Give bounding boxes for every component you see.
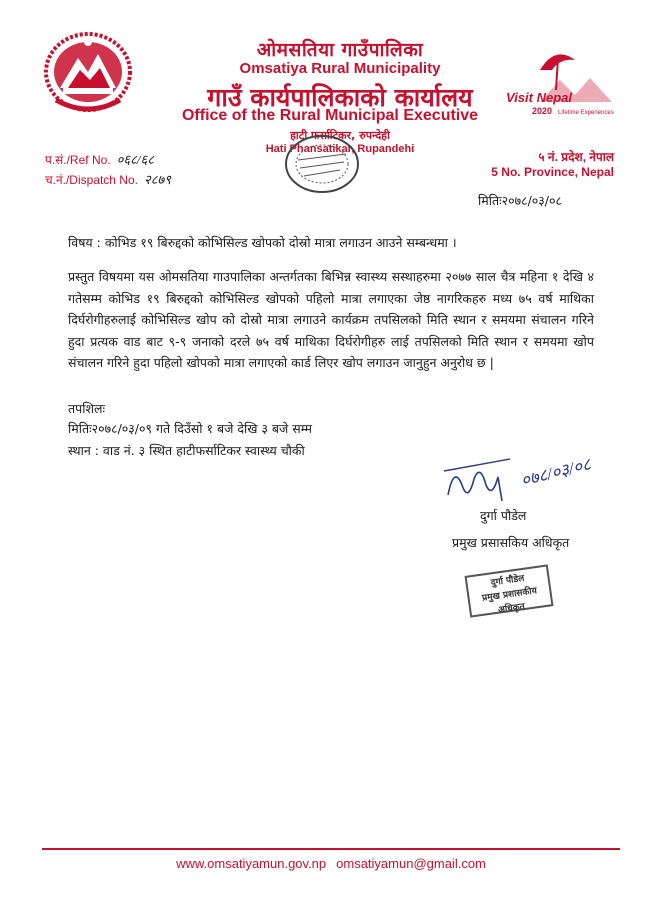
ref-value: ०६८/६८: [116, 152, 155, 167]
place-en: Hati Phansatikar, Rupandehi: [265, 143, 415, 155]
footer-email[interactable]: omsatiyamun@gmail.com: [336, 856, 486, 871]
details-place: स्थान : वाड नं. ३ स्थित हाटीफर्साटिकर स्वास्थ्य चौकी: [68, 443, 305, 458]
dispatch-number: [45, 170, 171, 188]
office-name-en: Office of the Rural Municipal Executive: [181, 107, 479, 124]
stamp-line-2: प्रमुख प्रशासकीय अधिकृत: [481, 586, 538, 616]
office-seal-icon: [282, 132, 362, 196]
handwritten-date: ०७८/०३/०८: [519, 454, 593, 491]
officer-stamp: [464, 564, 553, 617]
ref-label: प.सं./Ref No.: [45, 153, 111, 167]
letter-date: मितिः२०७८/०३/०८: [478, 193, 563, 208]
footer: [0, 856, 662, 871]
office-name-np: गाउँ कार्यपालिकाको कार्यालय: [207, 83, 473, 112]
dispatch-label: च.नं./Dispatch No.: [45, 173, 138, 187]
details-heading: तपशिलः: [68, 401, 105, 416]
stamp-line-1: दुर्गा पौडेल: [490, 573, 525, 589]
visit-nepal-year: 2020: [532, 106, 553, 116]
visit-nepal-tagline: Lifetime Experiences: [558, 110, 614, 116]
signatory-name: दुर्गा पौडेल: [480, 508, 527, 523]
ref-number: [45, 150, 154, 168]
dispatch-value: २८७९: [143, 172, 172, 187]
place-np: हाटी फर्साटिकर, रुपन्देही: [290, 129, 390, 142]
subject-line: विषय : कोभिड १९ बिरुद्दको कोभिसिल्ड खोपको दोस्रो मात्रा लगाउन आउने सम्बन्धमा ।: [68, 235, 457, 250]
municipality-name-np: ओमसतिया गाउँपालिका: [256, 39, 424, 61]
nepal-emblem-icon: [38, 28, 138, 118]
footer-website[interactable]: www.omsatiyamun.gov.np: [176, 856, 327, 871]
signatory-designation: प्रमुख प्रसासकिय अधिकृत: [452, 535, 570, 550]
body-paragraph: प्रस्तुत विषयमा यस ओमसतिया गाउपालिका अन्तर्गतका बिभिन्न स्वास्थ्य सस्थाहरुमा २०७७ साल चैत्र महिना १ देखि ४ गतेसम्म कोभिड १९ बिरुद्दको कोभिसिल्ड खोपको पहिलो मात्रा लगाएका जेष्ठ नागरिकहरु मध्य ७५ वर्ष माथिका दिर्घरोगीहरुलाई कोभिसिल्ड खोप को दोस्रो मात्रा लगाउने कार्यक्रम तपसिलको मिति स्थान र समयमा संचालन गरिने हुदा प्रत्यक वाड बाट ९-९ जनाको दरले ७५ वर्ष माथिका दिर्घरोगीहरु लाई तपसिलको मिति स्थान र समयमा खोप संचालन गरिने हुदा पहिलो खोपको मात्रा लगाएको कार्ड लिएर खोप लगाउन जानुहुन अनुरोध छ |: [68, 269, 594, 370]
municipality-name-en: Omsatiya Rural Municipality: [239, 60, 441, 77]
visit-nepal-text: Visit Nepal: [506, 90, 572, 105]
province-np: ५ नं. प्रदेश, नेपाल: [538, 150, 614, 164]
visit-nepal-logo-icon: [500, 40, 620, 120]
details-date-time: मितिः२०७८/०३/०९ गते दिउँसो १ बजे देखि ३ बजे सम्म: [68, 421, 312, 436]
province-en: 5 No. Province, Nepal: [491, 165, 614, 179]
footer-divider: [42, 848, 620, 850]
